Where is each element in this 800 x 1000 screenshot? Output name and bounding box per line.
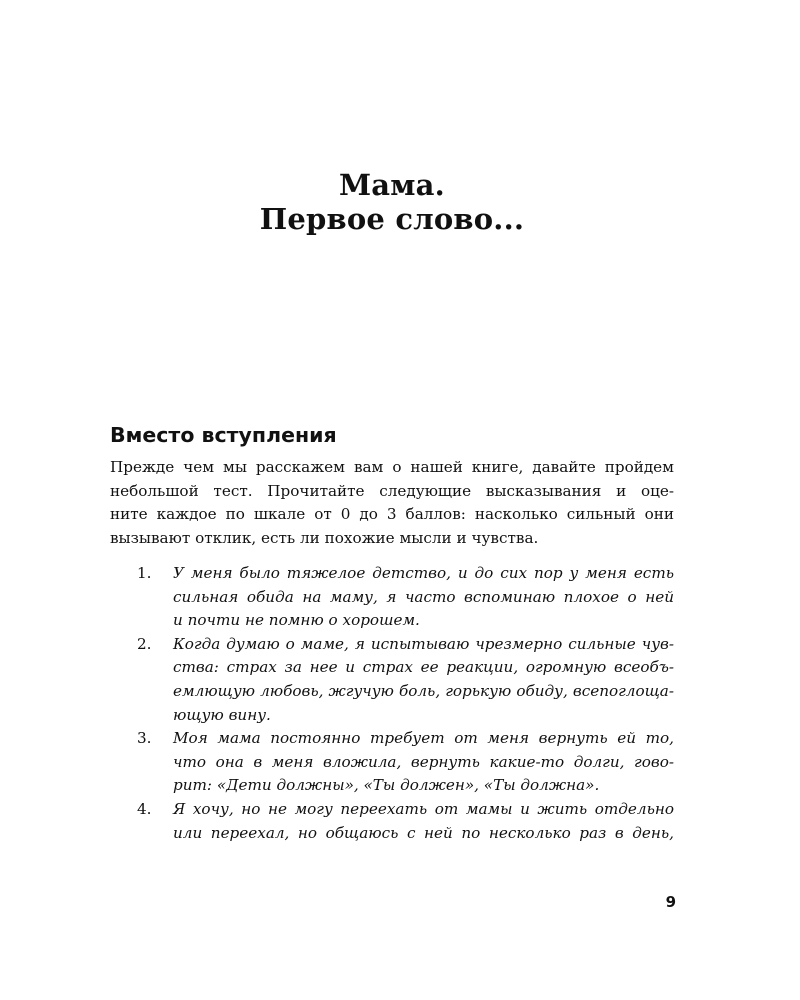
intro-line: небольшой тест. Прочитайте следующие высказывания и оце- [110,481,674,500]
statement-line: ства: страх за нее и страх ее реакции, огромную всеобъ- [173,658,674,677]
statement-item [110,798,674,845]
statement-item [110,633,674,727]
statement-number: 3. [137,729,152,748]
statements-list [110,562,674,845]
statement-line: Когда думаю о маме, я испытываю чрезмерно сильные чув- [173,634,674,653]
statement-line: что она в меня вложила, вернуть какие-то долги, гово- [173,752,674,771]
intro-line: вызывают отклик, есть ли похожие мысли и чувства. [110,528,539,547]
statement-line: и почти не помню о хорошем. [173,611,420,630]
chapter-title-line-2: Первое слово... [259,202,525,236]
chapter-title-line-1: Мама. [339,168,445,202]
statement-line: ющую вину. [173,705,271,724]
statement-number: 2. [137,634,152,653]
statement-text [173,633,674,727]
intro-paragraph [110,456,674,550]
statement-item [110,727,674,798]
statement-line: рит: «Дети должны», «Ты должен», «Ты должна». [173,776,600,795]
chapter-title [0,168,784,236]
statement-text [173,562,674,633]
section-heading: Вместо вступления [110,423,337,447]
statement-line: емлющую любовь, жгучую боль, горькую обиду, всепоглоща- [173,681,674,700]
statement-number: 1. [137,564,152,582]
intro-line: Прежде чем мы расскажем вам о нашей книге, давайте пройдем [110,458,674,476]
statement-line: сильная обида на маму, я часто вспоминаю плохое о ней [173,587,674,606]
statement-line: У меня было тяжелое детство, и до сих пор у меня есть [173,564,674,582]
statement-line: Я хочу, но не могу переехать от мамы и жить отдельно [173,799,674,818]
statement-text [173,727,674,798]
page-number: 9 [665,893,676,911]
statement-line: Моя мама постоянно требует от меня вернуть ей то, [173,729,674,748]
statement-item [110,562,674,633]
statement-number: 4. [137,799,152,818]
statement-text [173,798,674,845]
intro-line: ните каждое по шкале от 0 до 3 баллов: насколько сильный они [110,505,674,524]
statement-line: или переехал, но общаюсь с ней по несколько раз в день, [173,823,674,842]
